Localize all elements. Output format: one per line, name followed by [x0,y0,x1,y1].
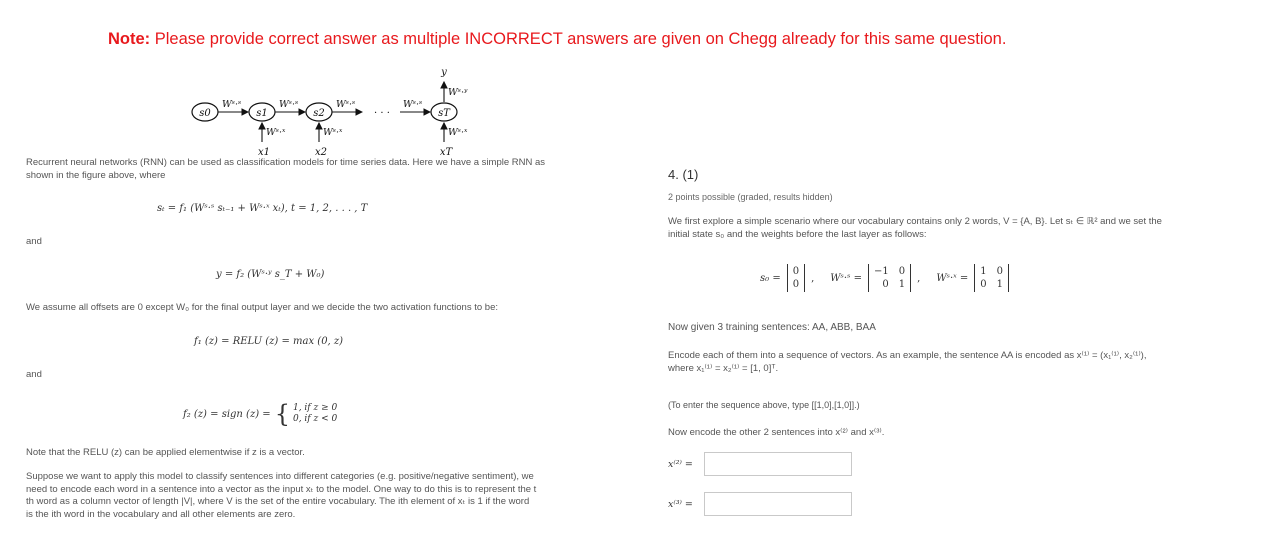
y-label: y [441,67,447,78]
encode-instructions [668,350,1146,375]
s0-vector [787,264,805,292]
wss-label-1: Wˢ·ˢ [222,99,242,110]
equation-st: sₜ = f₁ (Wˢ·ˢ sₜ₋₁ + Wˢ·ˣ xₜ), t = 1, 2, . . . , T [157,203,368,214]
node-s1-label: s1 [256,108,268,119]
x2-label: x2 [314,147,328,158]
x3-answer-label: x⁽³⁾ = [668,498,693,510]
wss-label-4: Wˢ·ˢ [403,99,423,110]
equation-f1: f₁ (z) = RELU (z) = max (0, z) [194,336,344,347]
question-title: 4. (1) [668,167,699,182]
encode-line1: Encode each of them into a sequence of vectors. As an example, the sentence AA is encoded as x⁽¹⁾ = (x₁⁽¹⁾, x₂⁽¹⁾), [668,350,1147,361]
x3-answer-input[interactable] [704,492,852,516]
x1-label: x1 [257,147,271,158]
note-prefix: Note: [108,30,151,48]
wsx-matrix-label: Wˢ·ˣ = [936,272,969,284]
s0-label: s₀ = [760,272,781,284]
left-intro [26,157,545,182]
equation-f2-cases [293,403,337,425]
equation-y: y = f₂ (Wˢ·ʸ s_T + W₀) [216,269,325,280]
answer-x3-row [668,492,852,516]
equation-f2 [183,402,337,426]
node-s0-label: s0 [199,108,211,119]
paragraph-line1: Suppose we want to apply this model to classify sentences into different categories (e.g. positive/negative sentiment), we [26,471,534,482]
question-intro [668,216,1162,241]
relu-note: Note that the RELU (z) can be applied elementwise if z is a vector. [26,447,305,458]
wss-matrix-label: Wˢ·ˢ = [830,272,863,284]
brace: { [274,400,290,428]
and-text-1: and [26,236,42,247]
ellipsis: · · · [374,108,390,119]
initial-parameters [760,264,1009,292]
and-text-2: and [26,369,42,380]
wsy-label: Wˢ·ʸ [448,87,468,98]
note-text: Please provide correct answer as multiple INCORRECT answers are given on Chegg already for this same question. [150,30,1007,48]
node-sT-label: sT [438,108,450,119]
wss-label-2: Wˢ·ˢ [279,99,299,110]
comma-2: , [917,272,921,284]
training-sentences: Now given 3 training sentences: AA, ABB, BAA [668,322,876,333]
wsx-entry-21: 0 [980,279,987,290]
encode-prompt: Now encode the other 2 sentences into x⁽²⁾ and x⁽³⁾. [668,427,885,438]
note-banner [108,30,1006,49]
rnn-diagram [185,62,485,158]
left-intro-line2: shown in the figure above, where [26,169,166,181]
wsx-matrix [974,264,1009,292]
comma-1: , [811,272,815,284]
wss-entry-22: 1 [898,279,906,290]
wss-entry-11: −1 [874,266,889,277]
offsets-text: We assume all offsets are 0 except W₀ for the final output layer and we decide the two activation functions to be: [26,302,498,313]
wss-matrix [868,264,911,292]
x2-answer-input[interactable] [704,452,852,476]
s0-entry-1: 0 [792,266,800,277]
wsx-entry-11: 1 [980,266,987,277]
x2-answer-label: x⁽²⁾ = [668,458,693,470]
wsx-entry-22: 1 [996,279,1004,290]
wss-label-3: Wˢ·ˢ [336,99,356,110]
wss-entry-21: 0 [882,279,889,290]
encode-line2: where x₁⁽¹⁾ = x₂⁽¹⁾ = [1, 0]ᵀ. [668,362,779,374]
node-s2-label: s2 [313,108,325,119]
question-intro-line1: We first explore a simple scenario where our vocabulary contains only 2 words, V = {A, B}. Let sₜ ∈ ℝ² and we set the [668,216,1162,227]
case-1: 1, if z ≥ 0 [292,403,338,413]
paragraph-line3: th word as a column vector of length |V|, where V is the set of the entire vocabulary. The ith element of xₜ is 1 if the word [26,496,530,507]
question-intro-line2: initial state s₀ and the weights before the last layer as follows: [668,228,927,240]
wss-entry-12: 0 [898,266,906,277]
entry-hint: (To enter the sequence above, type [[1,0],[1,0]].) [668,400,860,410]
wsx-label-3: Wˢ·ˣ [448,127,468,138]
case-2: 0, if z < 0 [292,414,338,424]
paragraph-line2: need to encode each word in a sentence into a vector as the input xₜ to the model. One way to do this is to represent the t [26,483,537,495]
question-points: 2 points possible (graded, results hidden) [668,192,833,202]
equation-f2-lhs: f₂ (z) = sign (z) = [183,408,271,420]
answer-x2-row [668,452,852,476]
encoding-paragraph [26,471,536,521]
paragraph-line4: is the ith word in the vocabulary and all other elements are zero. [26,508,296,520]
s0-entry-2: 0 [792,279,800,290]
wsx-label-2: Wˢ·ˣ [323,127,343,138]
wsx-entry-12: 0 [996,266,1004,277]
left-intro-line1: Recurrent neural networks (RNN) can be used as classification models for time series data. Here we have a simple RNN as [26,157,546,168]
xT-label: xT [439,147,453,158]
wsx-label-1: Wˢ·ˣ [266,127,286,138]
